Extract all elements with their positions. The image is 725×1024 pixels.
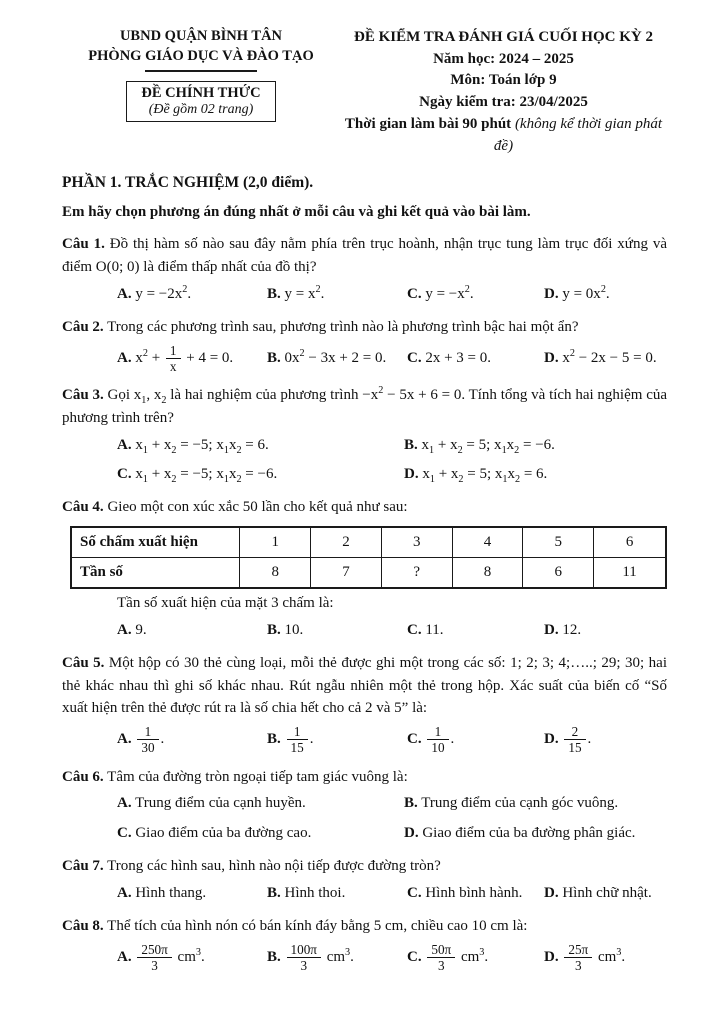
option-B: B. 10. <box>267 621 304 638</box>
option-B: B. $\frac{1}{15}$ . <box>267 724 314 756</box>
fraction-denominator: 30 <box>137 739 158 755</box>
question-text: Câu 2. Trong các phương trình sau, phương trình nào là phương trình bậc hai một ẩn? <box>62 319 579 336</box>
option-C: C. $\frac{1}{10}$ . <box>407 724 455 756</box>
header <box>62 26 667 157</box>
exam-title: ĐỀ KIỂM TRA ĐÁNH GIÁ CUỐI HỌC KỲ 2 <box>354 29 653 45</box>
question-2 <box>62 316 667 374</box>
option-A: A. 9. <box>117 621 147 638</box>
question-1 <box>62 233 667 306</box>
section-title: PHẦN 1. TRẮC NGHIỆM (2,0 điểm). <box>62 174 314 192</box>
option-B: B. $\frac{100\pi}{3}$ $cm^3$. <box>267 941 354 973</box>
question-label: Câu 1. <box>62 236 105 253</box>
official-exam-box <box>126 81 275 122</box>
option-letter: A. <box>117 731 132 748</box>
option-letter: A. <box>117 350 132 366</box>
table-cell: 3 <box>381 527 452 558</box>
fraction <box>287 942 321 973</box>
option-letter: D. <box>544 948 559 965</box>
question-label: Câu 2. <box>62 319 104 336</box>
box-title: ĐỀ CHÍNH THỨC <box>141 84 261 101</box>
table-row-header: Tần số <box>71 558 240 589</box>
fraction <box>166 343 181 374</box>
option-letter: A. <box>117 621 132 638</box>
instruction: Em hãy chọn phương án đúng nhất ở mỗi câu và ghi kết quả vào bài làm. <box>62 204 531 221</box>
option-B: B. Hình thoi. <box>267 884 346 901</box>
option-C: C. $\frac{50\pi}{3}$ $cm^3$. <box>407 941 489 973</box>
exam-date: Ngày kiểm tra: 23/04/2025 <box>419 94 588 110</box>
option-A: A. $x_1 + x_2 = -5$; $x_1x_2 = 6$. <box>117 436 269 456</box>
option-letter: A. <box>117 884 132 901</box>
subject: Môn: Toán lớp 9 <box>450 72 557 89</box>
option-A: A. $y = -2x^2$. <box>117 283 192 302</box>
option-B: B. Trung điểm của cạnh góc vuông. <box>404 795 619 812</box>
fraction-numerator: 25π <box>568 941 589 957</box>
box-subtitle: (Đề gồm 02 trang) <box>148 101 254 117</box>
table-cell: 11 <box>594 558 666 589</box>
fraction <box>137 942 171 973</box>
option-letter: C. <box>407 349 422 366</box>
option-letter: A. <box>117 285 132 302</box>
option-letter: A. <box>117 795 132 812</box>
option-A: A. Hình thang. <box>117 884 207 901</box>
option-letter: C. <box>117 466 132 483</box>
fraction-denominator: 3 <box>564 957 592 973</box>
option-C: C. $y = -x^2$. <box>407 283 474 302</box>
option-letter: B. <box>404 436 418 453</box>
option-C: C. 11. <box>407 621 444 638</box>
option-letter: C. <box>407 884 422 901</box>
question-subtext: Tần số xuất hiện của mặt 3 chấm là: <box>117 595 334 612</box>
table-cell: 2 <box>311 527 382 558</box>
frequency-table <box>70 526 667 589</box>
fraction-denominator: x <box>166 358 181 374</box>
table-cell: 8 <box>240 558 311 589</box>
issuer-line1: UBND QUẬN BÌNH TÂN <box>119 28 283 44</box>
fraction-denominator: 3 <box>137 957 171 973</box>
questions <box>62 233 667 973</box>
option-D: D. $y = 0x^2$. <box>544 283 610 302</box>
table-cell: 4 <box>452 527 523 558</box>
question-label: Câu 8. <box>62 917 104 934</box>
option-C: C. 2x + 3 = 0. <box>407 349 492 366</box>
option-letter: A. <box>117 948 132 965</box>
option-D: D. $\frac{25\pi}{3}$ $cm^3$. <box>544 941 626 973</box>
options <box>62 283 667 306</box>
fraction-denominator: 3 <box>427 957 455 973</box>
table-cell: 5 <box>523 527 594 558</box>
header-rule <box>145 70 257 72</box>
options <box>62 792 667 845</box>
fraction-numerator: 50π <box>431 941 452 957</box>
option-letter: C. <box>407 948 422 965</box>
option-letter: D. <box>404 466 419 483</box>
option-letter: C. <box>117 824 132 841</box>
options <box>62 882 667 905</box>
table-cell: 7 <box>311 558 382 589</box>
fraction <box>287 724 308 755</box>
question-text: Câu 4. Gieo một con xúc xắc 50 lần cho kết quả như sau: <box>62 499 408 516</box>
fraction <box>427 942 455 973</box>
duration-note: (không kể thời gian phát đề) <box>493 115 663 154</box>
fraction-numerator: 1 <box>434 724 442 740</box>
question-text: Câu 3. Gọi $x_1$, $x_2$ là hai nghiệm của phương trình $-x^2 - 5x + 6 = 0$. Tính tổng và tích hai nghiệm của phương trình trên? <box>62 385 668 427</box>
option-letter: B. <box>267 349 281 366</box>
question-label: Câu 6. <box>62 768 104 785</box>
table-cell: 1 <box>240 527 311 558</box>
table-row-header: Số chấm xuất hiện <box>71 527 240 558</box>
issuer-line2: PHÒNG GIÁO DỤC VÀ ĐÀO TẠO <box>88 48 314 65</box>
option-letter: D. <box>544 285 559 302</box>
table-row <box>71 527 666 558</box>
question-label: Câu 3. <box>62 387 104 404</box>
option-B: B. $0x^2 - 3x + 2 = 0$. <box>267 347 387 366</box>
fraction <box>564 942 592 973</box>
question-text: Câu 1. Đồ thị hàm số nào sau đây nằm phía trên trục hoành, nhận trục tung làm trục đối xứng và điểm O(0; 0) là điểm thấp nhất của đồ thị? <box>62 236 667 276</box>
table-cell: 8 <box>452 558 523 589</box>
options <box>62 724 667 755</box>
option-letter: B. <box>267 285 281 302</box>
option-letter: C. <box>407 285 422 302</box>
fraction-numerator: 100π <box>290 941 317 957</box>
option-D: D. $x_1 + x_2 = 5$; $x_1x_2 = 6$. <box>404 466 548 486</box>
fraction-denominator: 15 <box>287 739 308 755</box>
option-letter: D. <box>544 349 559 366</box>
option-D: D. 12. <box>544 621 582 638</box>
option-C: C. Hình bình hành. <box>407 884 523 901</box>
fraction-denominator: 3 <box>287 957 321 973</box>
option-B: B. $y = x^2$. <box>267 283 325 302</box>
fraction-numerator: 2 <box>571 724 579 740</box>
question-label: Câu 7. <box>62 857 104 874</box>
fraction-numerator: 1 <box>144 724 152 740</box>
question-7 <box>62 855 667 905</box>
fraction-numerator: 1 <box>169 342 177 358</box>
option-letter: C. <box>407 621 422 638</box>
option-A: A. $\frac{250\pi}{3}$ $cm^3$. <box>117 941 205 973</box>
option-letter: B. <box>404 795 418 812</box>
question-text: Câu 7. Trong các hình sau, hình nào nội tiếp được đường tròn? <box>62 857 441 874</box>
question-6 <box>62 766 667 845</box>
option-letter: D. <box>544 731 559 748</box>
school-year: Năm học: 2024 – 2025 <box>433 50 574 67</box>
option-C: C. Giao điểm của ba đường cao. <box>117 824 312 841</box>
option-A: A. $\frac{1}{30}$ . <box>117 724 165 756</box>
question-text: Câu 8. Thể tích của hình nón có bán kính đáy bằng 5 cm, chiều cao 10 cm là: <box>62 917 528 934</box>
option-letter: D. <box>404 824 419 841</box>
table-cell: 6 <box>594 527 666 558</box>
option-D: D. $x^2 - 2x - 5 = 0$. <box>544 347 657 366</box>
option-letter: B. <box>267 621 281 638</box>
question-text: Câu 5. Một hộp có 30 thẻ cùng loại, mỗi thẻ được ghi một trong các số: 1; 2; 3; 4;…..; 29; 30; hai thẻ khác nhau thì ghi số khác nhau. Rút ngẫu nhiên một thẻ trong hộp. Xác suất của biến cố “Số xuất hiện trên thẻ được rút ra là số chia hết cho cả 2 và 5” là: <box>62 654 667 717</box>
table-cell: 6 <box>523 558 594 589</box>
option-D: D. Giao điểm của ba đường phân giác. <box>404 824 636 841</box>
question-5 <box>62 652 667 756</box>
question-text: Câu 6. Tâm của đường tròn ngoại tiếp tam giác vuông là: <box>62 768 408 785</box>
table-row <box>71 558 666 589</box>
options <box>62 619 667 642</box>
fraction <box>137 724 158 755</box>
header-right <box>340 26 667 157</box>
option-B: B. $x_1 + x_2 = 5$; $x_1x_2 = -6$. <box>404 436 555 456</box>
option-D: D. $\frac{2}{15}$ . <box>544 724 592 756</box>
duration-main: Thời gian làm bài 90 phút <box>344 115 512 132</box>
table-cell: ? <box>381 558 452 589</box>
options <box>62 942 667 973</box>
question-4 <box>62 496 667 642</box>
option-letter: D. <box>544 621 559 638</box>
fraction-denominator: 15 <box>564 739 585 755</box>
option-A: A. Trung điểm của cạnh huyền. <box>117 795 306 812</box>
option-letter: B. <box>267 884 281 901</box>
duration-line <box>340 114 667 158</box>
question-8 <box>62 915 667 973</box>
options <box>62 343 667 374</box>
option-letter: B. <box>267 731 281 748</box>
fraction <box>564 724 585 755</box>
option-letter: B. <box>267 948 281 965</box>
question-label: Câu 4. <box>62 499 104 516</box>
fraction-numerator: 250π <box>141 941 168 957</box>
option-letter: C. <box>407 731 422 748</box>
option-letter: D. <box>544 884 559 901</box>
question-label: Câu 5. <box>62 654 105 671</box>
option-C: C. $x_1 + x_2 = -5$; $x_1x_2 = -6$. <box>117 466 278 486</box>
fraction-numerator: 1 <box>293 724 301 740</box>
fraction-denominator: 10 <box>427 739 448 755</box>
header-left <box>62 26 340 157</box>
question-3 <box>62 384 667 486</box>
option-D: D. Hình chữ nhật. <box>544 884 652 901</box>
option-letter: A. <box>117 436 132 453</box>
option-A: A. $x^2$ + $\frac{1}{x}$ + 4 = 0. <box>117 342 234 375</box>
fraction <box>427 724 448 755</box>
options <box>62 434 667 487</box>
